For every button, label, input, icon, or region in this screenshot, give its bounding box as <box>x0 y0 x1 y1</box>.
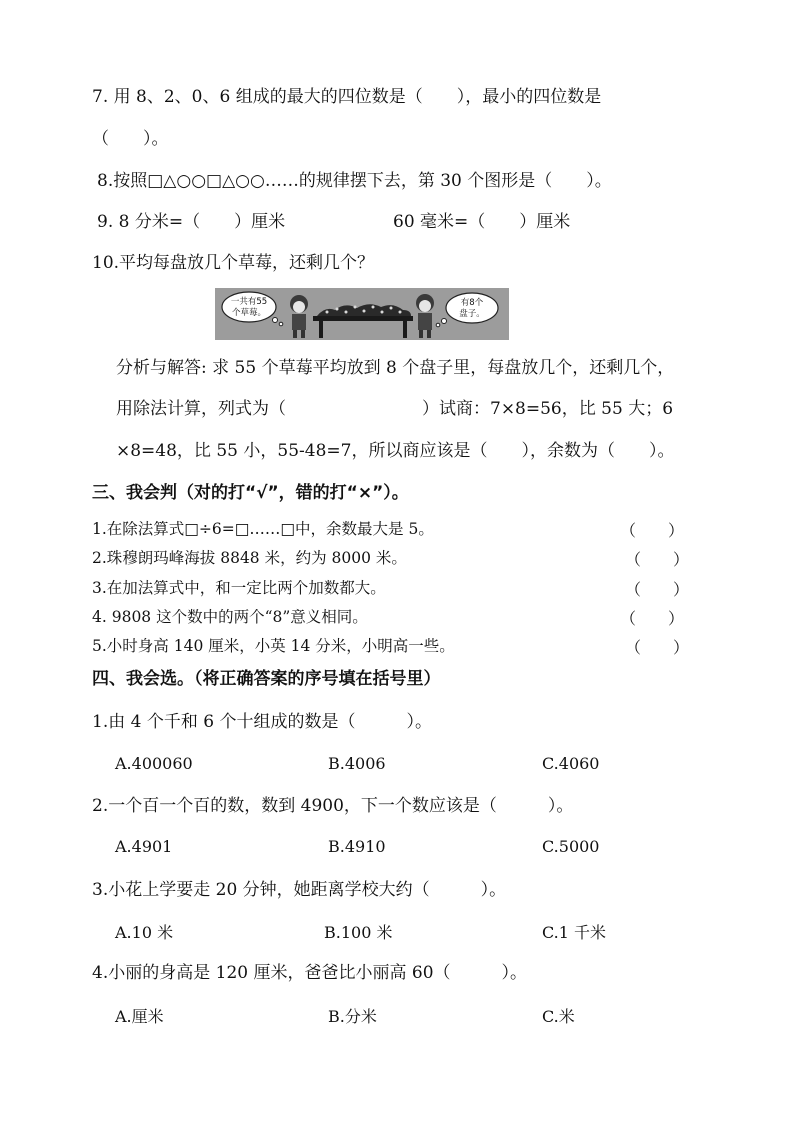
choice-question-2: 2.一个百一个百的数，数到 4900，下一个数应该是（ ）。 <box>92 796 574 816</box>
choice-1-option-c[interactable]: C.4060 <box>542 754 600 773</box>
choice-1-option-b[interactable]: B.4006 <box>328 754 386 773</box>
strawberry-illustration <box>215 288 509 340</box>
section-4-title: 四、我会选。（将正确答案的序号填在括号里） <box>92 669 441 689</box>
choice-3-option-c[interactable]: C.1 千米 <box>542 923 607 942</box>
question-8: 8.按照□△○○□△○○……的规律摆下去，第 30 个图形是（ ）。 <box>97 171 612 191</box>
choice-1-option-a[interactable]: A.400060 <box>115 754 193 773</box>
choice-question-3: 3.小花上学要走 20 分钟，她距离学校大约（ ）。 <box>92 880 507 900</box>
strawberry-plates-drawing <box>215 288 509 340</box>
bubble-left-line-1: 一共有55 <box>230 297 268 307</box>
choice-4-option-c[interactable]: C.米 <box>542 1007 575 1026</box>
question-10-analysis-line-1: 分析与解答: 求 55 个草莓平均放到 8 个盘子里，每盘放几个，还剩几个， <box>116 358 675 378</box>
bubble-right-line-1: 有8个 <box>460 298 484 308</box>
judge-item-4-answer-box[interactable]: （ ） <box>620 609 685 628</box>
choice-2-option-a[interactable]: A.4901 <box>115 837 173 856</box>
bubble-right-line-2: 盘子。 <box>459 309 485 319</box>
question-9-part-b: 60 毫米=（ ）厘米 <box>393 212 571 232</box>
choice-question-4: 4.小丽的身高是 120 厘米，爸爸比小丽高 60（ ）。 <box>92 963 528 983</box>
judge-item-5-answer-box[interactable]: （ ） <box>625 638 690 657</box>
judge-item-5: 5.小时身高 140 厘米，小英 14 分米，小明高一些。 <box>92 637 455 655</box>
question-7-line-1: 7. 用 8、2、0、6 组成的最大的四位数是（ ），最小的四位数是 <box>92 87 602 107</box>
judge-item-2: 2.珠穆朗玛峰海拔 8848 米，约为 8000 米。 <box>92 549 407 567</box>
question-10-analysis-line-3: ×8=48，比 55 小，55-48=7，所以商应该是（ ），余数为（ ）。 <box>116 441 675 461</box>
judge-item-4: 4. 9808 这个数中的两个“8”意义相同。 <box>92 608 368 626</box>
choice-3-option-b[interactable]: B.100 米 <box>324 923 393 942</box>
choice-question-1: 1.由 4 个千和 6 个十组成的数是（ ）。 <box>92 712 432 732</box>
question-9-part-a: 9. 8 分米=（ ）厘米 <box>97 212 286 232</box>
choice-2-option-b[interactable]: B.4910 <box>328 837 386 856</box>
choice-2-option-c[interactable]: C.5000 <box>542 837 600 856</box>
judge-item-3: 3.在加法算式中，和一定比两个加数都大。 <box>92 579 386 597</box>
choice-3-option-a[interactable]: A.10 米 <box>115 923 174 942</box>
bubble-left-line-2: 个草莓。 <box>231 308 267 318</box>
judge-item-1-answer-box[interactable]: （ ） <box>620 521 685 540</box>
judge-item-2-answer-box[interactable]: （ ） <box>625 550 690 569</box>
question-10-analysis-line-2: 用除法计算，列式为（ ）试商：7×8=56，比 55 大；6 <box>116 399 674 419</box>
section-3-title: 三、我会判（对的打“√”，错的打“×”）。 <box>92 483 409 503</box>
judge-item-1: 1.在除法算式□÷6=□……□中，余数最大是 5。 <box>92 520 434 538</box>
choice-4-option-a[interactable]: A.厘米 <box>115 1007 164 1026</box>
judge-item-3-answer-box[interactable]: （ ） <box>625 580 690 599</box>
question-7-line-2: （ ）。 <box>92 129 169 149</box>
question-10-title: 10.平均每盘放几个草莓，还剩几个？ <box>92 253 375 273</box>
choice-4-option-b[interactable]: B.分米 <box>328 1007 377 1026</box>
